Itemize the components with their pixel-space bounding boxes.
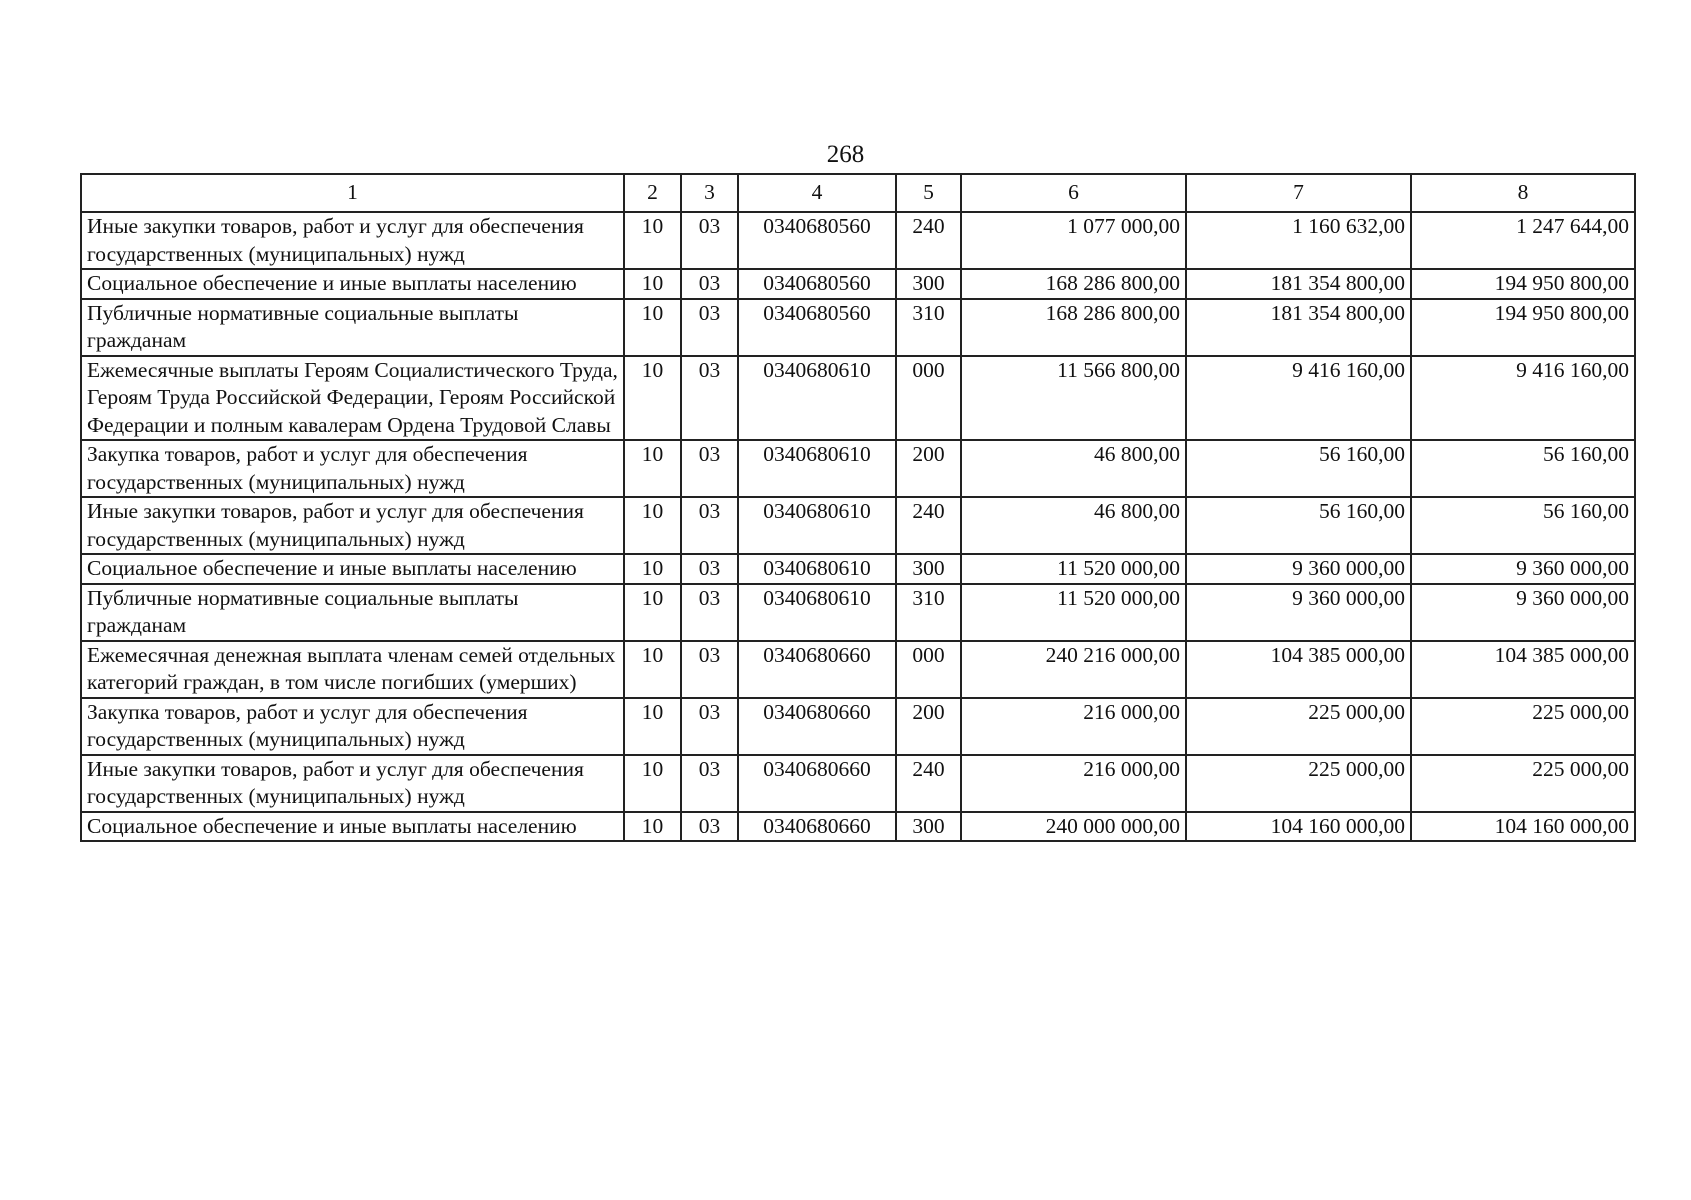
column-header: 4 <box>738 174 896 212</box>
table-row <box>81 497 1635 554</box>
subsection-code-cell: 03 <box>681 641 738 698</box>
section-code-cell: 10 <box>624 812 681 842</box>
subsection-code-cell: 03 <box>681 698 738 755</box>
row-name-cell: Социальное обеспечение и иные выплаты населению <box>81 812 624 842</box>
section-code-cell: 10 <box>624 212 681 269</box>
section-code-cell: 10 <box>624 356 681 441</box>
amount-cell-col6: 240 000 000,00 <box>961 812 1186 842</box>
amount-cell-col8: 9 416 160,00 <box>1411 356 1635 441</box>
subsection-code-cell: 03 <box>681 554 738 584</box>
row-name-cell: Иные закупки товаров, работ и услуг для обеспечения государственных (муниципальных) нужд <box>81 497 624 554</box>
amount-cell-col6: 11 520 000,00 <box>961 584 1186 641</box>
section-code-cell: 10 <box>624 641 681 698</box>
amount-cell-col7: 225 000,00 <box>1186 755 1411 812</box>
table-row <box>81 554 1635 584</box>
target-code-cell: 0340680610 <box>738 554 896 584</box>
expense-code-cell: 200 <box>896 440 961 497</box>
table-row <box>81 212 1635 269</box>
amount-cell-col6: 168 286 800,00 <box>961 299 1186 356</box>
amount-cell-col6: 216 000,00 <box>961 755 1186 812</box>
subsection-code-cell: 03 <box>681 212 738 269</box>
amount-cell-col8: 9 360 000,00 <box>1411 584 1635 641</box>
section-code-cell: 10 <box>624 755 681 812</box>
amount-cell-col7: 9 360 000,00 <box>1186 584 1411 641</box>
target-code-cell: 0340680610 <box>738 497 896 554</box>
row-name-cell: Иные закупки товаров, работ и услуг для обеспечения государственных (муниципальных) нужд <box>81 212 624 269</box>
amount-cell-col7: 104 160 000,00 <box>1186 812 1411 842</box>
amount-cell-col8: 225 000,00 <box>1411 755 1635 812</box>
subsection-code-cell: 03 <box>681 440 738 497</box>
expense-code-cell: 000 <box>896 641 961 698</box>
amount-cell-col8: 225 000,00 <box>1411 698 1635 755</box>
section-code-cell: 10 <box>624 269 681 299</box>
row-name-cell: Социальное обеспечение и иные выплаты населению <box>81 554 624 584</box>
table-row <box>81 755 1635 812</box>
amount-cell-col6: 11 566 800,00 <box>961 356 1186 441</box>
subsection-code-cell: 03 <box>681 269 738 299</box>
section-code-cell: 10 <box>624 497 681 554</box>
table-row <box>81 641 1635 698</box>
header-row <box>81 174 1635 212</box>
section-code-cell: 10 <box>624 584 681 641</box>
table-row <box>81 269 1635 299</box>
target-code-cell: 0340680610 <box>738 440 896 497</box>
target-code-cell: 0340680560 <box>738 269 896 299</box>
section-code-cell: 10 <box>624 554 681 584</box>
column-header: 5 <box>896 174 961 212</box>
amount-cell-col8: 56 160,00 <box>1411 440 1635 497</box>
expense-code-cell: 240 <box>896 212 961 269</box>
amount-cell-col6: 216 000,00 <box>961 698 1186 755</box>
amount-cell-col6: 1 077 000,00 <box>961 212 1186 269</box>
expense-code-cell: 310 <box>896 584 961 641</box>
amount-cell-col8: 104 385 000,00 <box>1411 641 1635 698</box>
row-name-cell: Публичные нормативные социальные выплаты гражданам <box>81 299 624 356</box>
amount-cell-col7: 56 160,00 <box>1186 497 1411 554</box>
target-code-cell: 0340680610 <box>738 356 896 441</box>
amount-cell-col7: 56 160,00 <box>1186 440 1411 497</box>
expense-code-cell: 200 <box>896 698 961 755</box>
table-row <box>81 356 1635 441</box>
target-code-cell: 0340680660 <box>738 698 896 755</box>
row-name-cell: Публичные нормативные социальные выплаты гражданам <box>81 584 624 641</box>
column-header: 8 <box>1411 174 1635 212</box>
table-row <box>81 584 1635 641</box>
amount-cell-col8: 9 360 000,00 <box>1411 554 1635 584</box>
amount-cell-col7: 9 360 000,00 <box>1186 554 1411 584</box>
subsection-code-cell: 03 <box>681 584 738 641</box>
table-row <box>81 299 1635 356</box>
amount-cell-col7: 181 354 800,00 <box>1186 269 1411 299</box>
target-code-cell: 0340680660 <box>738 755 896 812</box>
amount-cell-col8: 104 160 000,00 <box>1411 812 1635 842</box>
target-code-cell: 0340680660 <box>738 812 896 842</box>
expense-code-cell: 240 <box>896 755 961 812</box>
column-header: 6 <box>961 174 1186 212</box>
row-name-cell: Ежемесячная денежная выплата членам семей отдельных категорий граждан, в том числе погибших (умерших) <box>81 641 624 698</box>
row-name-cell: Закупка товаров, работ и услуг для обеспечения государственных (муниципальных) нужд <box>81 440 624 497</box>
row-name-cell: Иные закупки товаров, работ и услуг для обеспечения государственных (муниципальных) нужд <box>81 755 624 812</box>
amount-cell-col8: 194 950 800,00 <box>1411 269 1635 299</box>
expense-code-cell: 240 <box>896 497 961 554</box>
budget-table <box>80 173 1636 842</box>
amount-cell-col6: 46 800,00 <box>961 440 1186 497</box>
subsection-code-cell: 03 <box>681 299 738 356</box>
section-code-cell: 10 <box>624 698 681 755</box>
expense-code-cell: 300 <box>896 554 961 584</box>
subsection-code-cell: 03 <box>681 812 738 842</box>
row-name-cell: Ежемесячные выплаты Героям Социалистического Труда, Героям Труда Российской Федерации, Героям Российской Федерации и полным кавалерам Ордена Трудовой Славы <box>81 356 624 441</box>
amount-cell-col7: 104 385 000,00 <box>1186 641 1411 698</box>
table-row <box>81 698 1635 755</box>
expense-code-cell: 300 <box>896 269 961 299</box>
table-row <box>81 812 1635 842</box>
expense-code-cell: 310 <box>896 299 961 356</box>
amount-cell-col7: 225 000,00 <box>1186 698 1411 755</box>
amount-cell-col6: 240 216 000,00 <box>961 641 1186 698</box>
column-header: 1 <box>81 174 624 212</box>
target-code-cell: 0340680610 <box>738 584 896 641</box>
amount-cell-col8: 1 247 644,00 <box>1411 212 1635 269</box>
target-code-cell: 0340680560 <box>738 299 896 356</box>
amount-cell-col7: 181 354 800,00 <box>1186 299 1411 356</box>
subsection-code-cell: 03 <box>681 356 738 441</box>
expense-code-cell: 300 <box>896 812 961 842</box>
row-name-cell: Закупка товаров, работ и услуг для обеспечения государственных (муниципальных) нужд <box>81 698 624 755</box>
section-code-cell: 10 <box>624 299 681 356</box>
target-code-cell: 0340680560 <box>738 212 896 269</box>
amount-cell-col8: 56 160,00 <box>1411 497 1635 554</box>
amount-cell-col7: 1 160 632,00 <box>1186 212 1411 269</box>
amount-cell-col6: 46 800,00 <box>961 497 1186 554</box>
subsection-code-cell: 03 <box>681 755 738 812</box>
section-code-cell: 10 <box>624 440 681 497</box>
amount-cell-col6: 11 520 000,00 <box>961 554 1186 584</box>
expense-code-cell: 000 <box>896 356 961 441</box>
column-header: 3 <box>681 174 738 212</box>
page-number: 268 <box>826 141 865 168</box>
amount-cell-col6: 168 286 800,00 <box>961 269 1186 299</box>
table-row <box>81 440 1635 497</box>
target-code-cell: 0340680660 <box>738 641 896 698</box>
amount-cell-col8: 194 950 800,00 <box>1411 299 1635 356</box>
column-header: 7 <box>1186 174 1411 212</box>
row-name-cell: Социальное обеспечение и иные выплаты населению <box>81 269 624 299</box>
subsection-code-cell: 03 <box>681 497 738 554</box>
column-header: 2 <box>624 174 681 212</box>
amount-cell-col7: 9 416 160,00 <box>1186 356 1411 441</box>
